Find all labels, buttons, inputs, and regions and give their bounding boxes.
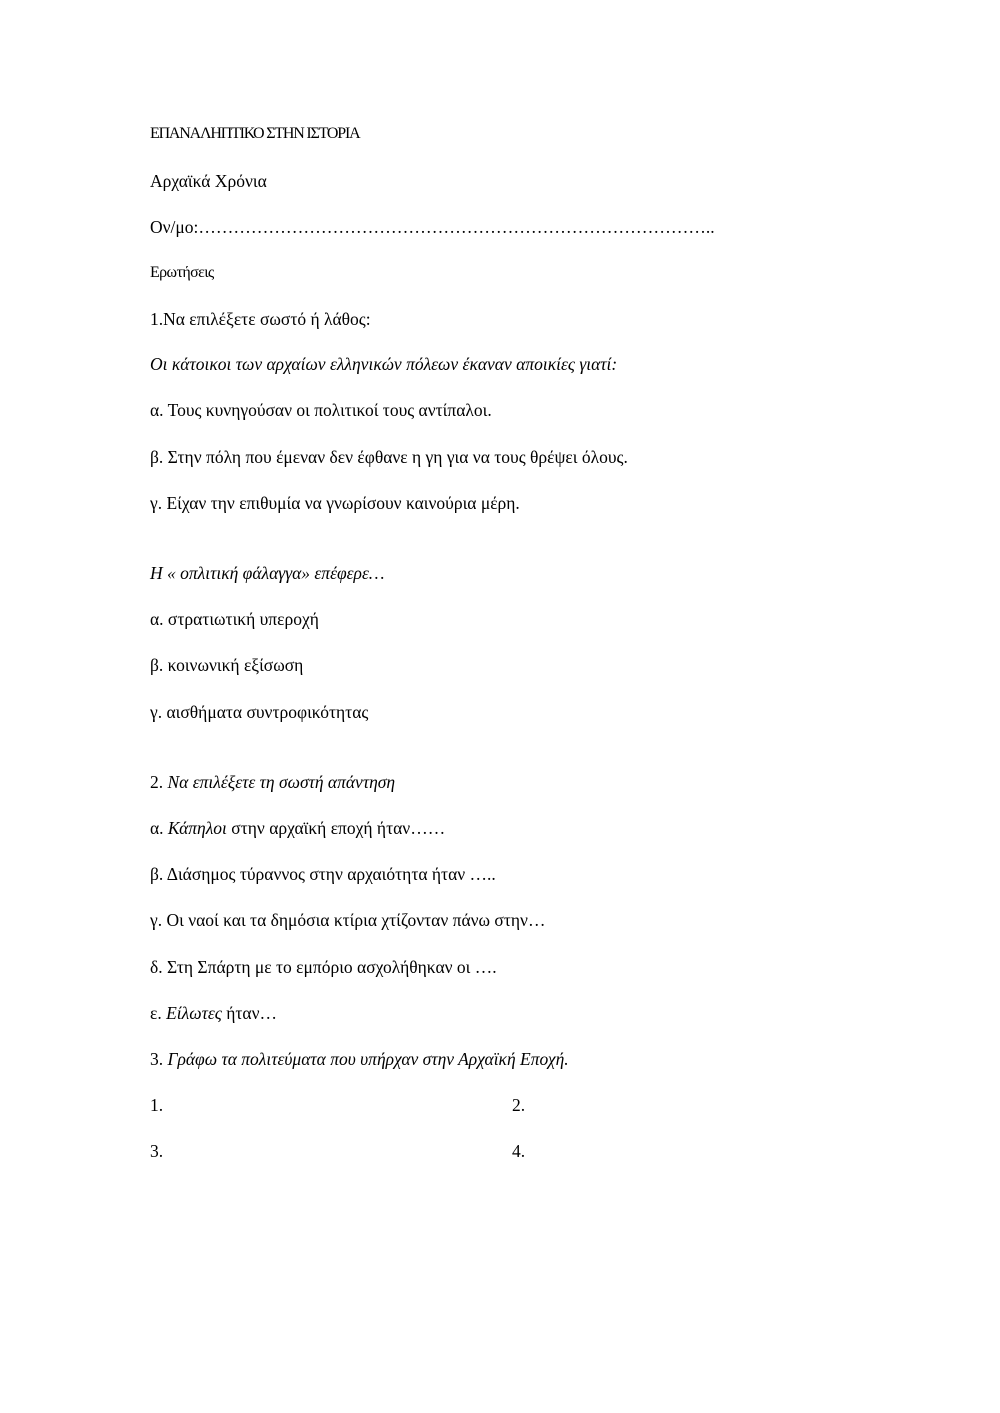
q2-item-d-text: δ. Στη Σπάρτη με το εμπόριο ασχολήθηκαν οι ….: [150, 957, 497, 977]
q2-item-c: [150, 909, 545, 931]
q1b-option-b: β. κοινωνική εξίσωση: [150, 655, 304, 675]
q2-item-d: [150, 956, 497, 978]
q2-item-a-rest: στην αρχαϊκή εποχή ήταν……: [226, 818, 446, 838]
q2-item-a-prefix: α.: [150, 818, 168, 838]
q2-number: 2.: [150, 772, 168, 792]
q2-item-e-term: Είλωτες: [166, 1003, 222, 1023]
q1b-option-a: α. στρατιωτική υπεροχή: [150, 609, 319, 629]
q1b-prompt: Η « οπλιτική φάλαγγα» επέφερε…: [150, 563, 385, 583]
name-line: Ον/μο:……………………………………………………………………………..: [150, 217, 715, 237]
q1a-prompt: Οι κάτοικοι των αρχαίων ελληνικών πόλεων έκαναν αποικίες γιατί:: [150, 354, 618, 374]
q3-instruction: [150, 1048, 569, 1070]
worksheet-subtitle: Αρχαϊκά Χρόνια: [150, 171, 267, 191]
q3-blank-1: 1.: [150, 1095, 164, 1115]
worksheet-title: ΕΠΑΝΑΛΗΠΤΙΚΟ ΣΤΗΝ ΙΣΤΟΡΙΑ: [150, 125, 360, 142]
q2-item-a-term: Κάπηλοι: [167, 818, 227, 838]
q1-instruction: 1.Να επιλέξετε σωστό ή λάθος:: [150, 309, 371, 329]
q3-blank-3: 3.: [150, 1141, 164, 1161]
q1a-option-b: β. Στην πόλη που έμεναν δεν έφθανε η γη για να τους θρέψει όλους.: [150, 447, 628, 467]
q3-instruction-text: Γράφω τα πολιτεύματα που υπήρχαν στην Αρχαϊκή Εποχή.: [167, 1049, 569, 1069]
q2-item-c-text: γ. Οι ναοί και τα δημόσια κτίρια χτίζονταν πάνω στην…: [150, 910, 546, 930]
q2-item-a: [150, 817, 445, 839]
q2-item-b: [150, 863, 496, 885]
q2-item-e-prefix: ε.: [150, 1003, 167, 1023]
q2-item-b-text: β. Διάσημος τύραννος στην αρχαιότητα ήταν …..: [150, 864, 496, 884]
q1b-option-c: γ. αισθήματα συντροφικότητας: [150, 702, 369, 722]
q3-number: 3.: [150, 1049, 168, 1069]
q3-blank-2: 2.: [512, 1095, 526, 1115]
q3-blank-4: 4.: [512, 1141, 526, 1161]
q2-instruction-text: Να επιλέξετε τη σωστή απάντηση: [167, 772, 396, 792]
section-label: Ερωτήσεις: [150, 264, 214, 281]
q1a-option-c: γ. Είχαν την επιθυμία να γνωρίσουν καινούρια μέρη.: [150, 493, 520, 513]
q2-instruction: [150, 771, 395, 793]
q1a-option-a: α. Τους κυνηγούσαν οι πολιτικοί τους αντίπαλοι.: [150, 400, 492, 420]
q2-item-e: [150, 1002, 277, 1024]
q2-item-e-rest: ήταν…: [221, 1003, 277, 1023]
